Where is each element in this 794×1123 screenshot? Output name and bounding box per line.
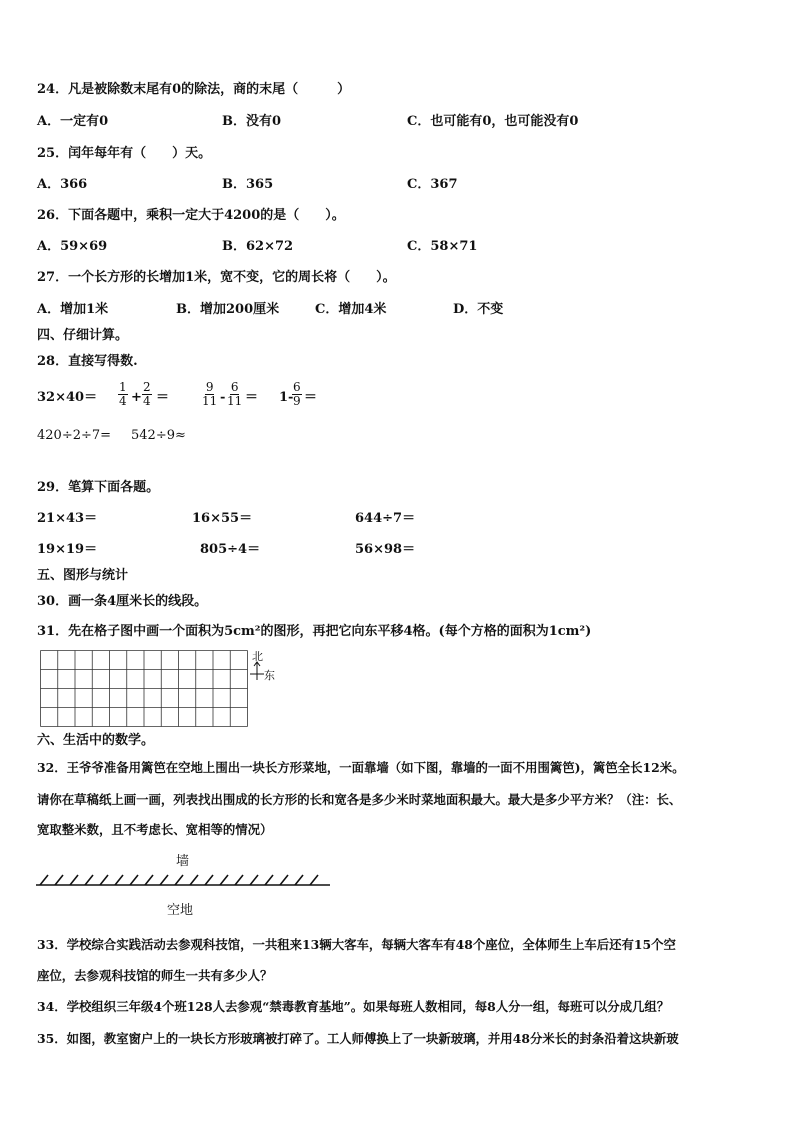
q28-e4-eq: ＝ <box>304 390 318 405</box>
q29-r1-c2: 16×55＝ <box>192 511 253 526</box>
q25-option-b[interactable]: B．365 <box>222 177 274 192</box>
wall-hatch <box>175 875 183 885</box>
q28-e3-frac-b: $\frac{6}{11}$ <box>227 380 243 408</box>
q28-e2-frac-a: $\frac{1}{4}$ <box>119 380 127 408</box>
q26-stem: 26．下面各题中，乘积一定大于4200的是（ ）。 <box>37 208 345 223</box>
q35-line-1: 35．如图，教室窗户上的一块长方形玻璃被打碎了。工人师傅换上了一块新玻璃，并用48分米长的封条沿着这块新玻 <box>37 1031 679 1046</box>
q28-expr-1: 32×40＝ <box>37 390 98 405</box>
q28-e3-op: - <box>220 390 226 405</box>
q26-option-c[interactable]: C．58×71 <box>407 239 478 254</box>
q27-option-c[interactable]: C．增加4米 <box>315 302 387 317</box>
q27-option-b[interactable]: B．增加200厘米 <box>176 302 280 317</box>
q27-option-a[interactable]: A．增加1米 <box>37 302 109 317</box>
q32-line-1: 32．王爷爷准备用篱笆在空地上围出一块长方形菜地，一面靠墙（如下图，靠墙的一面不用围篱笆)，篱笆全长12米。 <box>37 760 685 775</box>
q29-r1-c1: 21×43＝ <box>37 511 98 526</box>
wall-hatch <box>280 875 288 885</box>
q28-expr-5: 420÷2÷7= <box>37 428 112 443</box>
wall-diagram <box>36 872 332 888</box>
q31-stem: 31．先在格子图中画一个面积为5cm²的图形，再把它向东平移4格。(每个方格的面积为1cm²) <box>37 624 592 639</box>
q30-stem: 30．画一条4厘米长的线段。 <box>37 594 208 609</box>
wall-hatch <box>70 875 78 885</box>
wall-hatch <box>115 875 123 885</box>
q31-grid[interactable] <box>40 650 250 728</box>
q25-stem: 25．闰年每年有（ ）天。 <box>37 146 212 161</box>
ground-label: 空地 <box>167 903 194 918</box>
q29-stem: 29．笔算下面各题。 <box>37 480 160 495</box>
wall-hatch <box>265 875 273 885</box>
q34-line-1: 34．学校组织三年级4个班128人去参观“禁毒教育基地”。如果每班人数相同，每8人分一组，每班可以分成几组？ <box>37 999 670 1014</box>
wall-hatch <box>235 875 243 885</box>
q29-r2-c2: 805÷4＝ <box>200 542 261 557</box>
q28-stem: 28．直接写得数. <box>37 354 138 369</box>
q28-e3-frac-a: $\frac{9}{11}$ <box>202 380 218 408</box>
q28-e2-eq: ＝ <box>156 390 170 405</box>
q26-option-b[interactable]: B．62×72 <box>222 239 294 254</box>
q28-e4-frac: $\frac{6}{9}$ <box>293 380 301 408</box>
q24-stem: 24．凡是被除数末尾有0的除法，商的末尾（ ） <box>37 82 351 97</box>
wall-hatch <box>205 875 213 885</box>
q28-expr-6: 542÷9≈ <box>131 428 186 443</box>
q24-option-a[interactable]: A．一定有0 <box>37 114 109 129</box>
wall-hatch <box>85 875 93 885</box>
q29-r2-c3: 56×98＝ <box>355 542 416 557</box>
wall-hatch <box>250 875 258 885</box>
wall-label: 墙 <box>176 854 190 869</box>
q28-e3-eq: ＝ <box>245 390 259 405</box>
q33-line-1: 33．学校综合实践活动去参观科技馆，一共租来13辆大客车，每辆大客车有48个座位，全体师生上车后还有15个空 <box>37 937 676 952</box>
section-6-heading: 六、生活中的数学。 <box>37 733 155 748</box>
wall-hatch <box>100 875 108 885</box>
wall-hatch <box>40 875 48 885</box>
q28-e2-frac-b: $\frac{2}{4}$ <box>143 380 151 408</box>
q33-line-2: 座位，去参观科技馆的师生一共有多少人？ <box>37 968 273 983</box>
compass-east-label: 东 <box>264 669 275 682</box>
q24-option-b[interactable]: B．没有0 <box>222 114 282 129</box>
q27-option-d[interactable]: D．不变 <box>453 302 504 317</box>
q26-option-a[interactable]: A．59×69 <box>37 239 108 254</box>
wall-hatch <box>190 875 198 885</box>
q29-r2-c1: 19×19＝ <box>37 542 98 557</box>
q28-e2-op: + <box>131 390 142 405</box>
wall-hatch <box>130 875 138 885</box>
q32-line-2: 请你在草稿纸上画一画，列表找出围成的长方形的长和宽各是多少米时菜地面积最大。最大是多少平方米？（注：长、 <box>37 792 682 807</box>
q25-option-a[interactable]: A．366 <box>37 177 88 192</box>
wall-hatch <box>220 875 228 885</box>
q24-option-c[interactable]: C．也可能有0，也可能没有0 <box>407 114 579 129</box>
wall-hatch <box>160 875 168 885</box>
compass-icon <box>250 662 264 682</box>
wall-hatch <box>55 875 63 885</box>
wall-hatch <box>295 875 303 885</box>
compass-north-label: 北 <box>252 650 263 663</box>
wall-hatch <box>310 875 318 885</box>
q25-option-c[interactable]: C．367 <box>407 177 458 192</box>
section-4-heading: 四、仔细计算。 <box>37 328 129 343</box>
q29-r1-c3: 644÷7＝ <box>355 511 416 526</box>
q27-stem: 27．一个长方形的长增加1米，宽不变，它的周长将（ ）。 <box>37 270 396 285</box>
wall-hatch <box>145 875 153 885</box>
section-5-heading: 五、图形与统计 <box>37 568 129 583</box>
q32-line-3: 宽取整米数，且不考虑长、宽相等的情况） <box>37 822 273 837</box>
q28-e4-lead: 1- <box>279 390 294 405</box>
